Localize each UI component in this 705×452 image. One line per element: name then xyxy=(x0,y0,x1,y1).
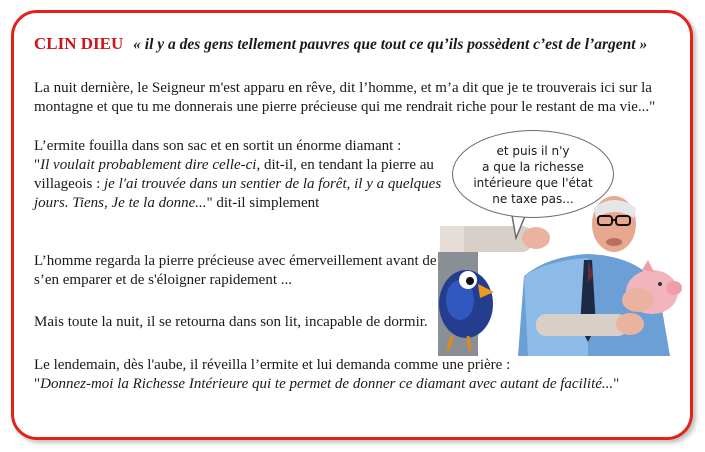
title-quote: « il y a des gens tellement pauvres que tout ce qu’ils possèdent c’est de l’argent » xyxy=(133,36,648,53)
diamond-intro: L’ermite fouilla dans son sac et en sortit un énorme diamant : xyxy=(34,138,402,154)
paragraph-request: Le lendemain, dès l'aube, il réveilla l’ermite et lui demanda comme une prière : "Donnez-moi la Richesse Intérieure qui te permet de donner ce diamant avec autant de facilité..." xyxy=(34,357,620,392)
hermit-speech-1: Il voulait probablement dire celle-ci xyxy=(40,157,257,173)
brand-title: CLIN DIEU xyxy=(34,34,124,53)
illustration-businessman-piggy-bank xyxy=(438,196,690,356)
paragraph-wonder: L’homme regarda la pierre précieuse avec émerveillement avant de s’en emparer et de s'éloigner rapidement ... xyxy=(34,253,437,288)
villager-prayer: Donnez-moi la Richesse Intérieure qui te permet de donner ce diamant avec autant de facilité... xyxy=(40,376,614,392)
paragraph-sleepless: Mais toute la nuit, il se retourna dans son lit, incapable de dormir. xyxy=(34,314,428,330)
hermit-speech-2: je l'ai trouvée dans un sentier de la forêt, il y a quelques jours. Tiens, Je te la donne... xyxy=(34,176,442,211)
title-line xyxy=(34,34,674,54)
paragraph-diamond: L’ermite fouilla dans son sac et en sortit un énorme diamant : "Il voulait probablement dire celle-ci, dit-il, en tendant la pierre au villageois : je l'ai trouvée dans un sentier de la forêt, il y a quelques jours. Tiens, Je te la donne..." dit-il simplement xyxy=(34,138,442,211)
paragraph-dream: La nuit dernière, le Seigneur m'est apparu en rêve, dit l’homme, et m’a dit que je te trouverais ici sur la montagne et que tu me donnerais une pierre précieuse qui me rendrait riche pour le restant de ma vie..." xyxy=(34,80,656,115)
speech-bubble: et puis il n'y a que la richesse intérieure que l'état ne taxe pas... xyxy=(452,130,614,218)
